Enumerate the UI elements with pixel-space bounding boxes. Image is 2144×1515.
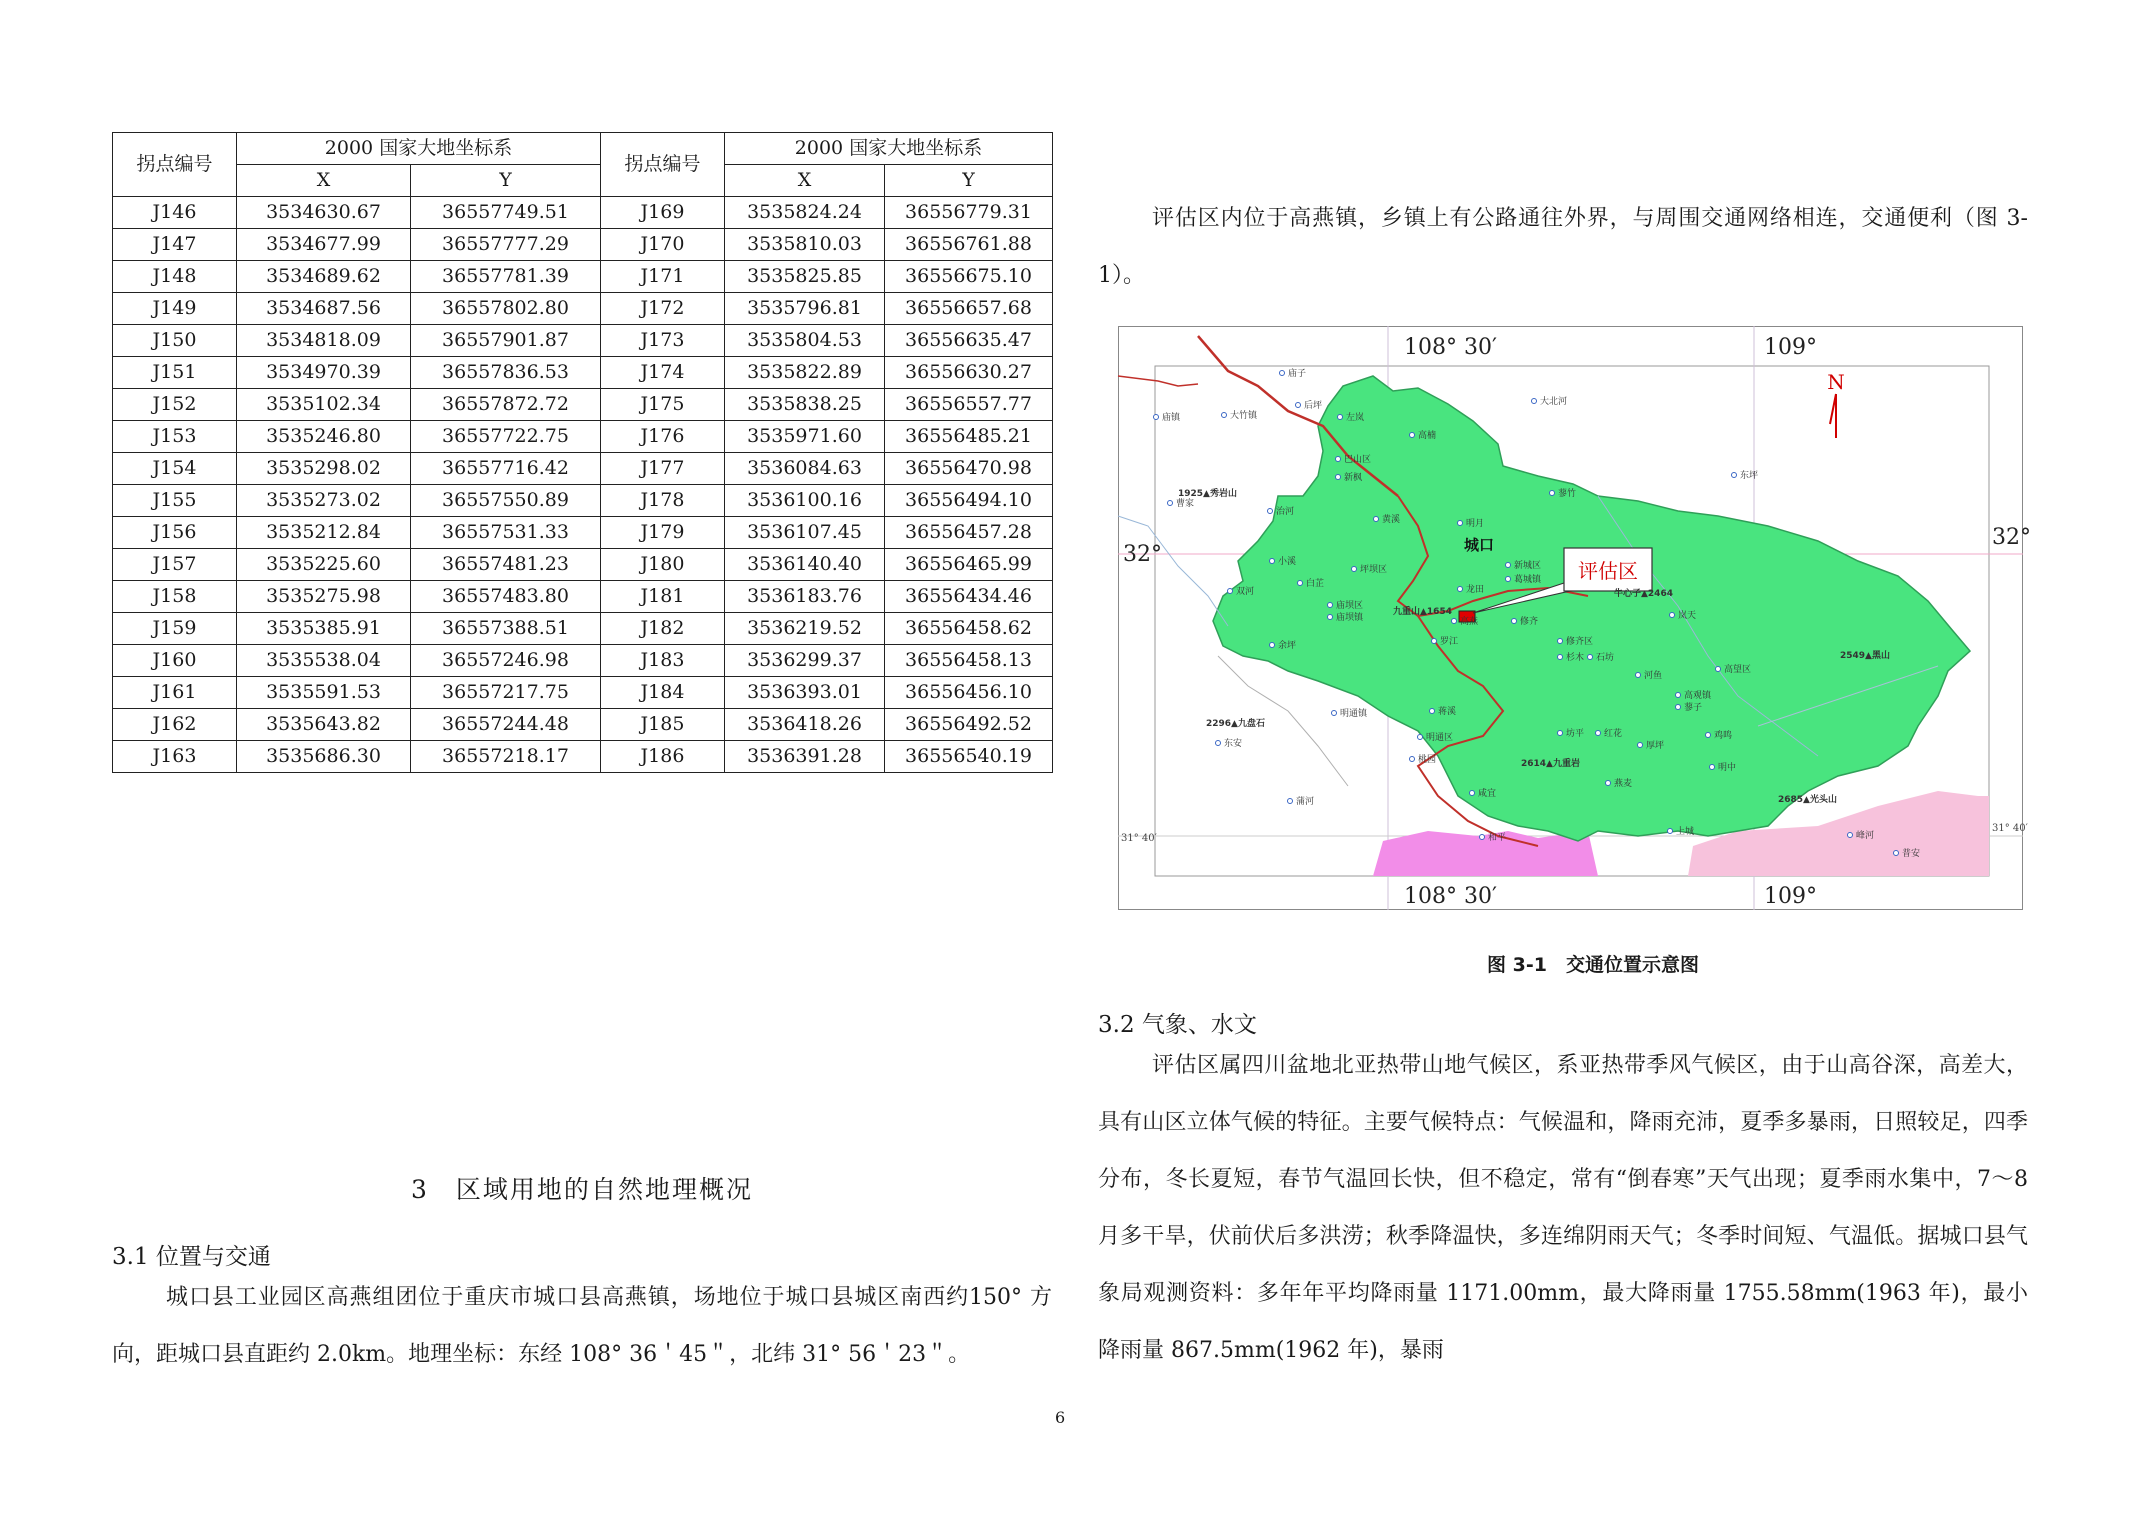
town-label: 红花 xyxy=(1604,729,1623,739)
point-id-cell: J171 xyxy=(601,261,725,293)
peak-label: 2685▲光头山 xyxy=(1778,795,1837,805)
y-coord-cell: 36557246.98 xyxy=(411,645,601,677)
point-id-cell: J151 xyxy=(113,357,237,389)
lon-label-bottom-left: 108° 30′ xyxy=(1404,884,1497,909)
lat-label-small-right: 31° 40′ xyxy=(1992,823,2028,834)
town-dot xyxy=(1296,403,1301,408)
town-label: 峰河 xyxy=(1856,831,1875,841)
town-dot xyxy=(1716,667,1721,672)
table-row xyxy=(113,453,1053,485)
x-coord-cell: 3535385.91 xyxy=(237,613,411,645)
y-coord-cell: 36556540.19 xyxy=(885,741,1053,773)
table-body xyxy=(113,197,1053,773)
x-coord-cell: 3535824.24 xyxy=(725,197,885,229)
x-coord-cell: 3536391.28 xyxy=(725,741,885,773)
x-coord-cell: 3535275.98 xyxy=(237,581,411,613)
y-coord-cell: 36556494.10 xyxy=(885,485,1053,517)
y-coord-cell: 36557217.75 xyxy=(411,677,601,709)
town-label: 蒲河 xyxy=(1296,797,1315,807)
town-dot xyxy=(1480,835,1485,840)
y-coord-cell: 36557388.51 xyxy=(411,613,601,645)
x-coord-cell: 3536084.63 xyxy=(725,453,885,485)
town-label: 治河 xyxy=(1276,507,1295,517)
point-id-cell: J179 xyxy=(601,517,725,549)
town-dot xyxy=(1270,643,1275,648)
town-dot xyxy=(1270,559,1275,564)
lon-label-top-right: 109° xyxy=(1764,335,1817,360)
x-coord-cell: 3535212.84 xyxy=(237,517,411,549)
town-dot xyxy=(1668,829,1673,834)
y-coord-cell: 36557218.17 xyxy=(411,741,601,773)
town-dot xyxy=(1732,473,1737,478)
town-label: 高望区 xyxy=(1724,665,1752,675)
y-coord-cell: 36557781.39 xyxy=(411,261,601,293)
y-coord-cell: 36557802.80 xyxy=(411,293,601,325)
town-dot xyxy=(1268,509,1273,514)
header-x: X xyxy=(237,165,411,197)
town-dot xyxy=(1154,415,1159,420)
town-label: 白芷 xyxy=(1306,579,1325,589)
point-id-cell: J160 xyxy=(113,645,237,677)
y-coord-cell: 36556485.21 xyxy=(885,421,1053,453)
town-dot xyxy=(1532,399,1537,404)
x-coord-cell: 3535686.30 xyxy=(237,741,411,773)
town-dot xyxy=(1216,741,1221,746)
town-label: 新枫 xyxy=(1344,473,1363,483)
y-coord-cell: 36556779.31 xyxy=(885,197,1053,229)
table-row xyxy=(113,741,1053,773)
town-label: 高观镇 xyxy=(1684,691,1712,701)
y-coord-cell: 36556465.99 xyxy=(885,549,1053,581)
x-coord-cell: 3534970.39 xyxy=(237,357,411,389)
point-id-cell: J173 xyxy=(601,325,725,357)
x-coord-cell: 3534687.56 xyxy=(237,293,411,325)
town-label: 和平 xyxy=(1488,833,1507,843)
town-label: 鸡鸣 xyxy=(1714,731,1733,741)
x-coord-cell: 3535246.80 xyxy=(237,421,411,453)
point-id-cell: J150 xyxy=(113,325,237,357)
town-dot xyxy=(1558,731,1563,736)
town-label: 燕麦 xyxy=(1614,779,1633,789)
y-coord-cell: 36557550.89 xyxy=(411,485,601,517)
x-coord-cell: 3535591.53 xyxy=(237,677,411,709)
table-row xyxy=(113,677,1053,709)
x-coord-cell: 3535298.02 xyxy=(237,453,411,485)
town-dot xyxy=(1328,603,1333,608)
peak-label: 2549▲黑山 xyxy=(1840,651,1890,661)
town-dot xyxy=(1596,731,1601,736)
town-label: 坪坝区 xyxy=(1360,565,1388,575)
x-coord-cell: 3536140.40 xyxy=(725,549,885,581)
x-coord-cell: 3536299.37 xyxy=(725,645,885,677)
x-coord-cell: 3534677.99 xyxy=(237,229,411,261)
town-label: 坊平 xyxy=(1566,729,1585,739)
point-id-cell: J181 xyxy=(601,581,725,613)
town-label: 修齐 xyxy=(1520,617,1539,627)
point-id-cell: J147 xyxy=(113,229,237,261)
y-coord-cell: 36557749.51 xyxy=(411,197,601,229)
town-label: 新城区 xyxy=(1514,561,1542,571)
page-number: 6 xyxy=(1055,1408,1066,1427)
section-3-1-paragraph-1: 城口县工业园区高燕组团位于重庆市城口县高燕镇，场地位于城口县城区南西约150° 方向，距城口县直距约 2.0km。地理坐标：东经 108° 36＇45＂，北纬 31° 56＇23＂。 xyxy=(112,1285,1052,1367)
y-coord-cell: 36556630.27 xyxy=(885,357,1053,389)
lat-label-left: 32° xyxy=(1123,542,1162,567)
point-id-cell: J176 xyxy=(601,421,725,453)
x-coord-cell: 3535796.81 xyxy=(725,293,885,325)
section-title-3-1: 3.1 位置与交通 xyxy=(112,1244,271,1270)
town-dot xyxy=(1374,517,1379,522)
town-label: 明通区 xyxy=(1426,733,1454,743)
town-dot xyxy=(1336,475,1341,480)
section-3-1-paragraph-2: 评估区内位于高燕镇，乡镇上有公路通往外界，与周围交通网络相连，交通便利（图 3-1）。 xyxy=(1098,206,2028,288)
town-dot xyxy=(1432,639,1437,644)
town-dot xyxy=(1506,577,1511,582)
point-id-cell: J153 xyxy=(113,421,237,453)
point-id-cell: J174 xyxy=(601,357,725,389)
town-dot xyxy=(1470,791,1475,796)
point-id-cell: J180 xyxy=(601,549,725,581)
x-coord-cell: 3535822.89 xyxy=(725,357,885,389)
town-label: 小溪 xyxy=(1278,557,1297,567)
y-coord-cell: 36556635.47 xyxy=(885,325,1053,357)
y-coord-cell: 36556457.28 xyxy=(885,517,1053,549)
y-coord-cell: 36557872.72 xyxy=(411,389,601,421)
y-coord-cell: 36556458.13 xyxy=(885,645,1053,677)
x-coord-cell: 3535825.85 xyxy=(725,261,885,293)
traffic-location-map xyxy=(1118,326,2031,910)
lon-label-bottom-right: 109° xyxy=(1764,884,1817,909)
town-dot xyxy=(1168,501,1173,506)
table-row xyxy=(113,197,1053,229)
point-id-cell: J162 xyxy=(113,709,237,741)
point-id-cell: J149 xyxy=(113,293,237,325)
peak-label: 1925▲秀岩山 xyxy=(1178,489,1237,499)
point-id-cell: J185 xyxy=(601,709,725,741)
table-row xyxy=(113,261,1053,293)
x-coord-cell: 3535643.82 xyxy=(237,709,411,741)
town-label: 岚天 xyxy=(1678,611,1697,621)
town-label: 龙田 xyxy=(1466,585,1485,595)
table-row xyxy=(113,421,1053,453)
town-dot xyxy=(1336,457,1341,462)
x-coord-cell: 3534689.62 xyxy=(237,261,411,293)
town-dot xyxy=(1328,615,1333,620)
y-coord-cell: 36557481.23 xyxy=(411,549,601,581)
town-label: 东坪 xyxy=(1740,471,1759,481)
town-label: 罗江 xyxy=(1440,637,1459,647)
point-id-cell: J161 xyxy=(113,677,237,709)
town-label: 大北河 xyxy=(1540,397,1568,407)
town-label: 蒋溪 xyxy=(1438,707,1457,717)
town-label: 明月 xyxy=(1466,519,1485,529)
town-label: 厚坪 xyxy=(1646,741,1665,751)
header-x: X xyxy=(725,165,885,197)
town-dot xyxy=(1458,521,1463,526)
point-id-cell: J169 xyxy=(601,197,725,229)
town-label: 修齐区 xyxy=(1566,637,1594,647)
x-coord-cell: 3534818.09 xyxy=(237,325,411,357)
town-label: 巴山区 xyxy=(1344,455,1372,465)
x-coord-cell: 3535971.60 xyxy=(725,421,885,453)
x-coord-cell: 3535273.02 xyxy=(237,485,411,517)
town-dot xyxy=(1452,619,1457,624)
table-row xyxy=(113,293,1053,325)
town-label: 河鱼 xyxy=(1644,671,1663,681)
point-id-cell: J184 xyxy=(601,677,725,709)
town-dot xyxy=(1558,655,1563,660)
point-id-cell: J159 xyxy=(113,613,237,645)
y-coord-cell: 36556458.62 xyxy=(885,613,1053,645)
y-coord-cell: 36556657.68 xyxy=(885,293,1053,325)
town-label: 高楠 xyxy=(1418,431,1437,441)
header-coord-system: 2000 国家大地坐标系 xyxy=(725,133,1053,165)
chapter-title: 3 区域用地的自然地理概况 xyxy=(411,1175,753,1204)
town-label: 后坪 xyxy=(1304,401,1323,411)
y-coord-cell: 36556470.98 xyxy=(885,453,1053,485)
point-id-cell: J172 xyxy=(601,293,725,325)
x-coord-cell: 3536418.26 xyxy=(725,709,885,741)
town-label: 大竹镇 xyxy=(1230,411,1258,421)
header-y: Y xyxy=(885,165,1053,197)
town-label: 蓼子 xyxy=(1684,703,1703,713)
town-dot xyxy=(1894,851,1899,856)
town-label: 明中 xyxy=(1718,763,1737,773)
y-coord-cell: 36557716.42 xyxy=(411,453,601,485)
header-point-id: 拐点编号 xyxy=(113,133,237,197)
y-coord-cell: 36556434.46 xyxy=(885,581,1053,613)
town-dot xyxy=(1228,589,1233,594)
town-dot xyxy=(1410,757,1415,762)
town-dot xyxy=(1636,673,1641,678)
peak-label: 九重山▲1654 xyxy=(1393,607,1452,617)
town-dot xyxy=(1710,765,1715,770)
neighbour-region-south xyxy=(1373,831,1598,876)
town-dot xyxy=(1512,619,1517,624)
y-coord-cell: 36557722.75 xyxy=(411,421,601,453)
town-label: 高燕 xyxy=(1460,617,1479,627)
lat-label-right: 32° xyxy=(1992,525,2031,550)
y-coord-cell: 36556456.10 xyxy=(885,677,1053,709)
town-label: 桃园 xyxy=(1418,755,1437,765)
town-label: 葛城镇 xyxy=(1514,575,1542,585)
town-label: 东安 xyxy=(1224,739,1243,749)
x-coord-cell: 3534630.67 xyxy=(237,197,411,229)
point-id-cell: J155 xyxy=(113,485,237,517)
town-label: 庙子 xyxy=(1288,369,1307,379)
point-id-cell: J182 xyxy=(601,613,725,645)
town-label: 普安 xyxy=(1902,849,1921,859)
point-id-cell: J175 xyxy=(601,389,725,421)
x-coord-cell: 3535804.53 xyxy=(725,325,885,357)
town-label: 杉木 xyxy=(1566,653,1585,663)
town-label: 庙坝区 xyxy=(1336,601,1364,611)
y-coord-cell: 36557836.53 xyxy=(411,357,601,389)
town-label: 左岚 xyxy=(1346,413,1365,423)
north-label: N xyxy=(1827,370,1845,394)
x-coord-cell: 3535102.34 xyxy=(237,389,411,421)
table-row xyxy=(113,357,1053,389)
town-dot xyxy=(1558,639,1563,644)
town-dot xyxy=(1222,413,1227,418)
point-id-cell: J177 xyxy=(601,453,725,485)
x-coord-cell: 3535810.03 xyxy=(725,229,885,261)
town-label: 余坪 xyxy=(1278,641,1297,651)
y-coord-cell: 36557244.48 xyxy=(411,709,601,741)
point-id-cell: J154 xyxy=(113,453,237,485)
header-coord-system: 2000 国家大地坐标系 xyxy=(237,133,601,165)
table-row xyxy=(113,549,1053,581)
point-id-cell: J146 xyxy=(113,197,237,229)
point-id-cell: J163 xyxy=(113,741,237,773)
table-row xyxy=(113,645,1053,677)
x-coord-cell: 3536393.01 xyxy=(725,677,885,709)
x-coord-cell: 3536219.52 xyxy=(725,613,885,645)
town-label: 咸宜 xyxy=(1478,789,1497,799)
table-row xyxy=(113,613,1053,645)
point-id-cell: J156 xyxy=(113,517,237,549)
town-label: 双河 xyxy=(1236,587,1255,597)
y-coord-cell: 36557777.29 xyxy=(411,229,601,261)
town-label: 上城 xyxy=(1676,827,1695,837)
town-dot xyxy=(1352,567,1357,572)
callout-label: 评估区 xyxy=(1578,559,1638,583)
table-row xyxy=(113,709,1053,741)
town-dot xyxy=(1288,799,1293,804)
y-coord-cell: 36556492.52 xyxy=(885,709,1053,741)
point-id-cell: J186 xyxy=(601,741,725,773)
town-dot xyxy=(1338,415,1343,420)
town-dot xyxy=(1418,735,1423,740)
point-id-cell: J178 xyxy=(601,485,725,517)
table-row xyxy=(113,581,1053,613)
x-coord-cell: 3536107.45 xyxy=(725,517,885,549)
town-label: 庙坝镇 xyxy=(1336,613,1364,623)
y-coord-cell: 36556761.88 xyxy=(885,229,1053,261)
table-row xyxy=(113,389,1053,421)
y-coord-cell: 36556557.77 xyxy=(885,389,1053,421)
town-label: 蓼竹 xyxy=(1558,489,1577,499)
town-dot xyxy=(1606,781,1611,786)
town-label: 明通镇 xyxy=(1340,709,1368,719)
y-coord-cell: 36556675.10 xyxy=(885,261,1053,293)
town-dot xyxy=(1848,833,1853,838)
header-point-id: 拐点编号 xyxy=(601,133,725,197)
point-id-cell: J152 xyxy=(113,389,237,421)
coordinate-table xyxy=(112,132,1053,773)
y-coord-cell: 36557531.33 xyxy=(411,517,601,549)
peak-label: 2614▲九重岩 xyxy=(1521,759,1580,769)
town-dot xyxy=(1430,709,1435,714)
point-id-cell: J148 xyxy=(113,261,237,293)
town-dot xyxy=(1458,587,1463,592)
table-row xyxy=(113,325,1053,357)
town-dot xyxy=(1706,733,1711,738)
x-coord-cell: 3535838.25 xyxy=(725,389,885,421)
town-dot xyxy=(1676,705,1681,710)
header-y: Y xyxy=(411,165,601,197)
x-coord-cell: 3535225.60 xyxy=(237,549,411,581)
county-seat-label: 城口 xyxy=(1464,536,1495,554)
peak-label: 2296▲九盘石 xyxy=(1206,719,1265,729)
point-id-cell: J158 xyxy=(113,581,237,613)
town-dot xyxy=(1638,743,1643,748)
x-coord-cell: 3536183.76 xyxy=(725,581,885,613)
y-coord-cell: 36557901.87 xyxy=(411,325,601,357)
lon-label-top-left: 108° 30′ xyxy=(1404,335,1497,360)
town-dot xyxy=(1506,563,1511,568)
section-3-2-paragraph: 评估区属四川盆地北亚热带山地气候区，系亚热带季风气候区，由于山高谷深，高差大，具有山区立体气候的特征。主要气候特点：气候温和，降雨充沛，夏季多暴雨，日照较足，四季分布，冬长夏短，春节气温回长快，但不稳定，常有“倒春寒”天气出现；夏季雨水集中，7～8 月多干旱，伏前伏后多洪涝；秋季降温快，多连绵阴雨天气；冬季时间短、气温低。据城口县气象局观测资料：多年年平均降雨量 1171.00mm，最大降雨量 1755.58mm(1963 年)，最小降雨量 867.5mm(1962 年)，暴雨 xyxy=(1098,1053,2028,1363)
town-dot xyxy=(1280,371,1285,376)
peak-label: 牛心子▲2464 xyxy=(1614,589,1673,599)
point-id-cell: J157 xyxy=(113,549,237,581)
town-dot xyxy=(1550,491,1555,496)
town-label: 石坊 xyxy=(1596,653,1615,663)
lat-label-small-left: 31° 40′ xyxy=(1121,833,1157,844)
y-coord-cell: 36557483.80 xyxy=(411,581,601,613)
town-label: 曹家 xyxy=(1176,499,1195,509)
town-dot xyxy=(1588,655,1593,660)
point-id-cell: J183 xyxy=(601,645,725,677)
table-row xyxy=(113,229,1053,261)
table-row xyxy=(113,517,1053,549)
town-dot xyxy=(1410,433,1415,438)
town-label: 庙镇 xyxy=(1162,413,1181,423)
town-dot xyxy=(1670,613,1675,618)
town-dot xyxy=(1332,711,1337,716)
town-dot xyxy=(1676,693,1681,698)
x-coord-cell: 3535538.04 xyxy=(237,645,411,677)
section-title-3-2: 3.2 气象、水文 xyxy=(1098,1012,1257,1038)
point-id-cell: J170 xyxy=(601,229,725,261)
x-coord-cell: 3536100.16 xyxy=(725,485,885,517)
figure-caption: 图 3-1 交通位置示意图 xyxy=(1487,954,1699,976)
town-dot xyxy=(1298,581,1303,586)
table-row xyxy=(113,485,1053,517)
town-label: 黄溪 xyxy=(1382,515,1401,525)
